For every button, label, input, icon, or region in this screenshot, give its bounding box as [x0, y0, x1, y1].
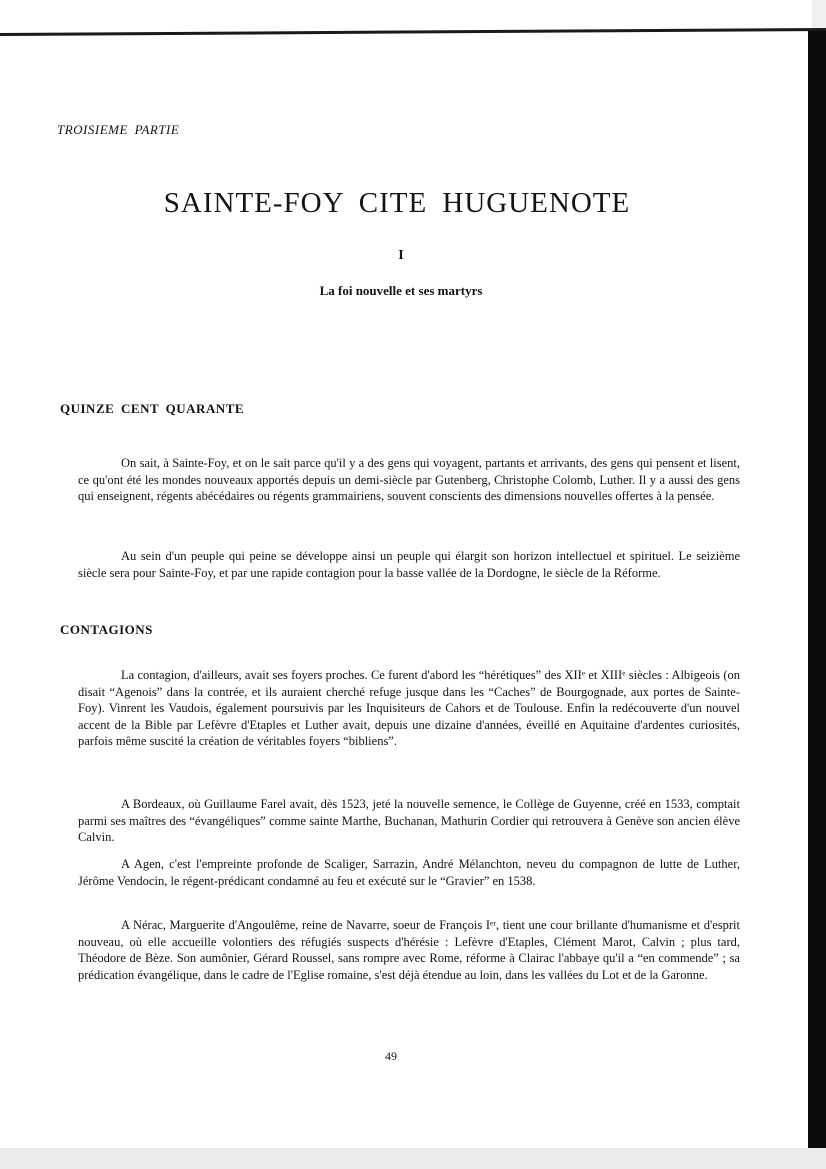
page-number: 49	[385, 1049, 397, 1063]
paragraph: A Nérac, Marguerite d'Angoulême, reine de Navarre, soeur de François Iᵉʳ, tient une cour brillante d'humanisme et d'esprit nouveau, où elle accueille volontiers des réfugiés suspects d'hérésie : Lefèvre d'Etaples, Clément Marot, Calvin ; plus tard, Théodore de Bèze. Son aumônier, Gérard Roussel, sans rompre avec Rome, réforme à Clairac l'abbaye qu'il a “en commende” ; sa prédication évangélique, dans le cadre de l'Eglise romaine, s'est déjà étendue au loin, dans les vallées du Lot et de la Garonne.	[78, 918, 740, 982]
paragraph: La contagion, d'ailleurs, avait ses foyers proches. Ce furent d'abord les “hérétiques” des XIIᵉ et XIIIᵉ siècles : Albigeois (on disait “Agenois” dans la contrée, et ils auraient cherché refuge jusque dans les “Caches” de Bourgognade, aux portes de Sainte-Foy). Vinrent les Vaudois, également poursuivis par les Inquisiteurs de Cahors et de Toulouse. Enfin la redécouverte d'un nouvel accent de la Bible par Lefèvre d'Etaples et Luther avait, depuis une dizaine d'années, éveillé en Aquitaine d'ardentes curiosités, parfois même suscité la création de véritables foyers “bibliens”.	[78, 668, 740, 748]
paragraph: A Agen, c'est l'empreinte profonde de Scaliger, Sarrazin, André Mélanchton, neveu du compagnon de lutte de Luther, Jérôme Vendocin, le régent-prédicant condamné au feu et exécuté sur le “Gravier” en 1538.	[78, 857, 740, 888]
part-label: TROISIEME PARTIE	[57, 122, 180, 137]
scan-bottom-margin	[0, 1148, 826, 1169]
section-heading-quinze-cent-quarante: QUINZE CENT QUARANTE	[60, 401, 245, 416]
chapter-number: I	[398, 248, 404, 263]
chapter-subtitle: La foi nouvelle et ses martyrs	[319, 283, 483, 298]
paragraph: A Bordeaux, où Guillaume Farel avait, dès 1523, jeté la nouvelle semence, le Collège de Guyenne, créé en 1533, comptait parmi ses maîtres des “évangéliques” comme sainte Marthe, Buchanan, Mathurin Cordier qui retrouvera à Genève son ancien élève Calvin.	[78, 797, 740, 844]
paragraph: On sait, à Sainte-Foy, et on le sait parce qu'il y a des gens qui voyagent, partants et arrivants, des gens qui pensent et lisent, ce qu'ont été les mondes nouveaux apportés depuis un demi-siècle par Gutenberg, Christophe Colomb, Luther. Il y a aussi des gens qui enseignent, régents abécédaires ou régents grammairiens, souvent conscients des dimensions nouvelles offertes à la pensée.	[78, 456, 740, 503]
scan-edge-shadow	[808, 30, 826, 1148]
page-title: SAINTE-FOY CITE HUGUENOTE	[163, 187, 631, 219]
section-heading-contagions: CONTAGIONS	[60, 622, 153, 637]
paragraph: Au sein d'un peuple qui peine se développe ainsi un peuple qui élargit son horizon intellectuel et spirituel. Le seizième siècle sera pour Sainte-Foy, et par une rapide contagion pour la basse vallée de la Dordogne, le siècle de la Réforme.	[78, 549, 740, 580]
